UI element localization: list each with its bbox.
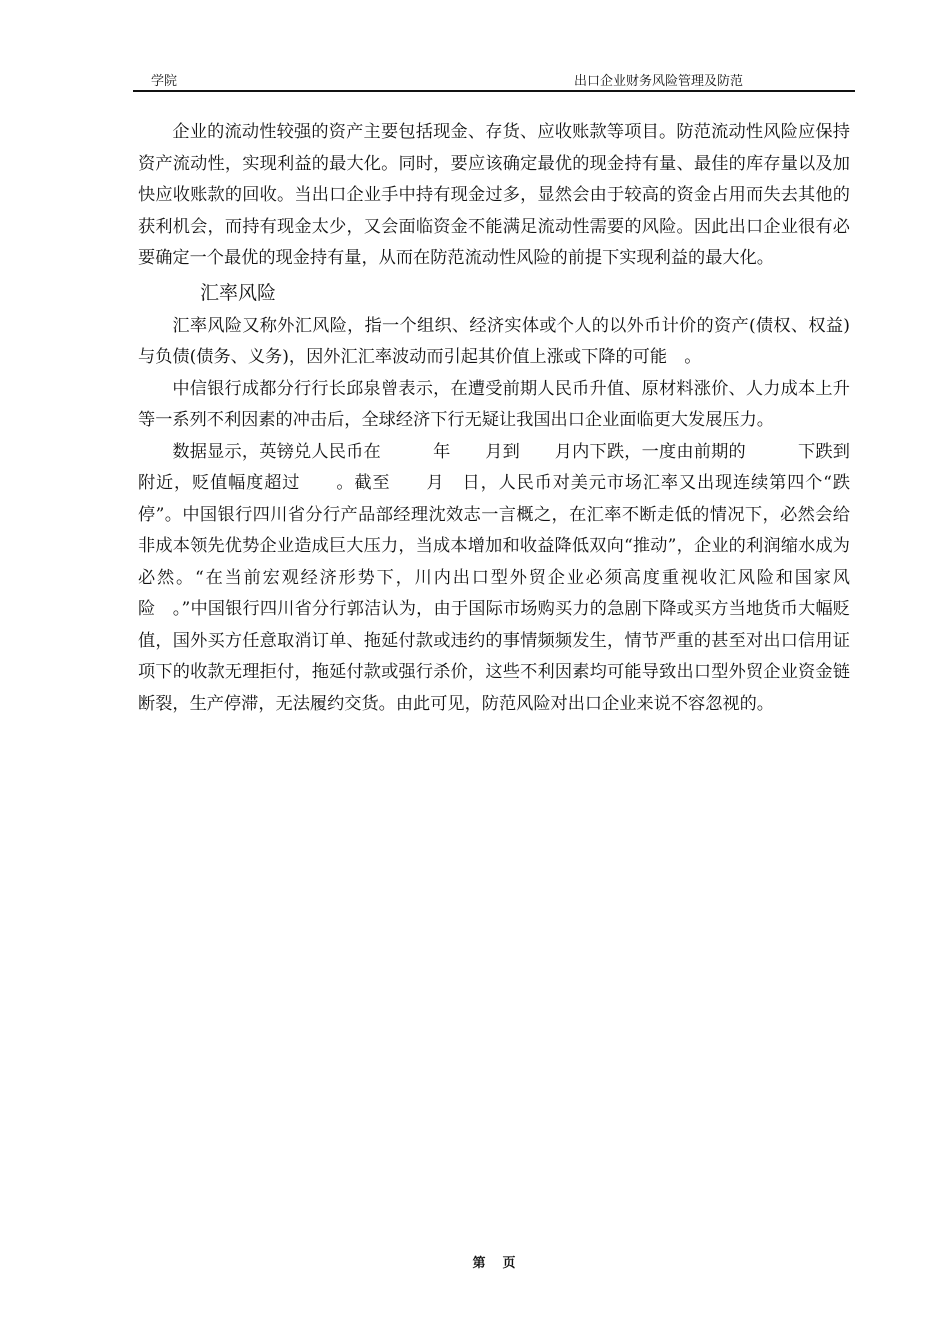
section-heading-exchange-rate-risk: 汇率风险	[200, 281, 277, 304]
page-number-footer: 第 页	[472, 1256, 518, 1271]
header-school: 学院	[151, 74, 178, 89]
body-content	[138, 117, 902, 720]
paragraph-exchange-rate-definition: 汇率风险又称外汇风险，指一个组织、经济实体或个人的以外币计价的资产(债权、权益)与负债(债务、义务)，因外汇汇率波动而引起其价值上涨或下降的可能 。	[138, 315, 850, 367]
paragraph-liquidity-risk: 企业的流动性较强的资产主要包括现金、存货、应收账款等项目。防范流动性风险应保持资产流动性，实现利益的最大化。同时，要应该确定最优的现金持有量、最佳的库存量以及加快应收账款的回收。当出口企业手中持有现金过多，显然会由于较高的资金占用而失去其他的获利机会，而持有现金太少，又会面临资金不能满足流动性需要的风险。因此出口企业很有必要确定一个最优的现金持有量，从而在防范流动性风险的前提下实现利益的最大化。	[138, 122, 850, 268]
paragraph-citic-bank-statement: 中信银行成都分行行长邱泉曾表示，在遭受前期人民币升值、原材料涨价、人力成本上升等一系列不利因素的冲击后，全球经济下行无疑让我国出口企业面临更大发展压力。	[138, 378, 850, 430]
header-thesis-title: 出口企业财务风险管理及防范	[573, 74, 743, 89]
paragraph-data-analysis: 数据显示，英镑兑人民币在 年 月到 月内下跌，一度由前期的 下跌到 附近，贬值幅度超过 。截至 月 日，人民币对美元市场汇率又出现连续第四个“跌停”。中国银行四川省分行产品部经理沈效志一言概之，在汇率不断走低的情况下，必然会给非成本领先优势企业造成巨大压力，当成本增加和收益降低双向“推动”，企业的利润缩水成为必然。“在当前宏观经济形势下，川内出口型外贸企业必须高度重视收汇风险和国家风险 。”中国银行四川省分行郭洁认为，由于国际市场购买力的急剧下降或买方当地货币大幅贬值，国外买方任意取消订单、拖延付款或违约的事情频频发生，情节严重的甚至对出口信用证项下的收款无理拒付，拖延付款或强行杀价，这些不利因素均可能导致出口型外贸企业资金链断裂，生产停滞，无法履约交货。由此可见，防范风险对出口企业来说不容忽视的。	[138, 441, 902, 714]
page-header	[133, 70, 855, 92]
